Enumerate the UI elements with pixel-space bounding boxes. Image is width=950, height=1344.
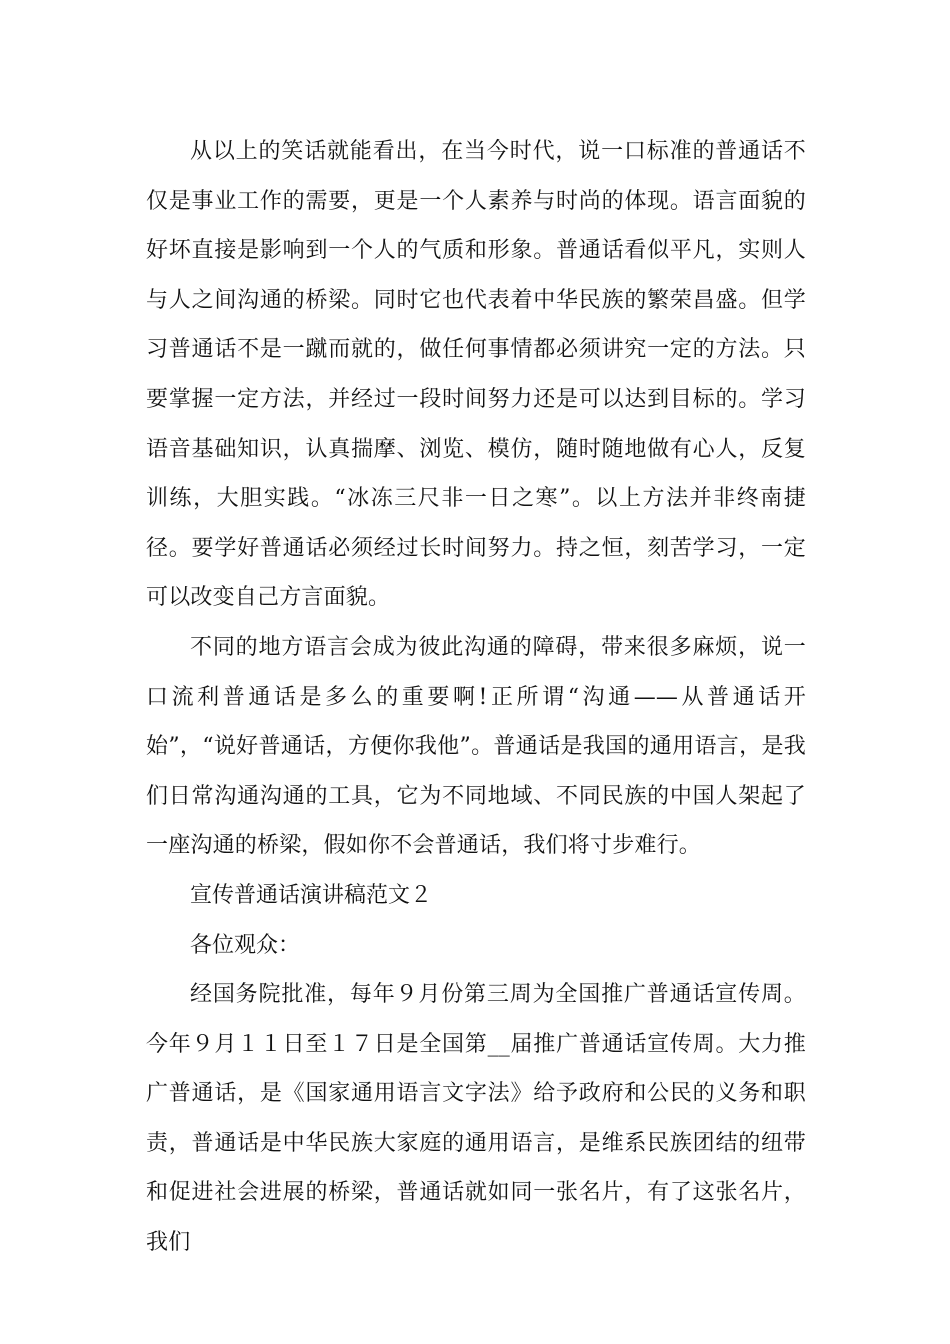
document-body [146, 127, 806, 1268]
paragraph-2: 不同的地方语言会成为彼此沟通的障碍，带来很多麻烦，说一口流利普通话是多么的重要啊!正所谓“沟通——从普通话开始”，“说好普通话，方便你我他”。普通话是我国的通用语言，是我们日常沟通沟通的工具，它为不同地域、不同民族的中国人架起了一座沟通的桥梁，假如你不会普通话，我们将寸步难行。 [146, 634, 806, 859]
paragraph-3: 经国务院批准，每年９月份第三周为全国推广普通话宣传周。今年９月１１日至１７日是全国第__届推广普通话宣传周。大力推广普通话，是《国家通用语言文字法》给予政府和公民的义务和职责，普通话是中华民族大家庭的通用语言，是维系民族团结的纽带和促进社会进展的桥梁，普通话就如同一张名片，有了这张名片，我们 [146, 982, 806, 1256]
section-title: 宣传普通话演讲稿范文２ [190, 882, 433, 908]
salutation: 各位观众： [190, 932, 301, 958]
paragraph-1: 从以上的笑话就能看出，在当今时代，说一口标准的普通话不仅是事业工作的需要，更是一个人素养与时尚的体现。语言面貌的好坏直接是影响到一个人的气质和形象。普通话看似平凡，实则人与人之间沟通的桥梁。同时它也代表着中华民族的繁荣昌盛。但学习普通话不是一蹴而就的，做任何事情都必须讲究一定的方法。只要掌握一定方法，并经过一段时间努力还是可以达到目标的。学习语音基础知识，认真揣摩、浏览、模仿，随时随地做有心人，反复训练，大胆实践。“冰冻三尺非一日之寒”。以上方法并非终南捷径。要学好普通话必须经过长时间努力。持之恒，刻苦学习，一定可以改变自己方言面貌。 [146, 139, 806, 611]
